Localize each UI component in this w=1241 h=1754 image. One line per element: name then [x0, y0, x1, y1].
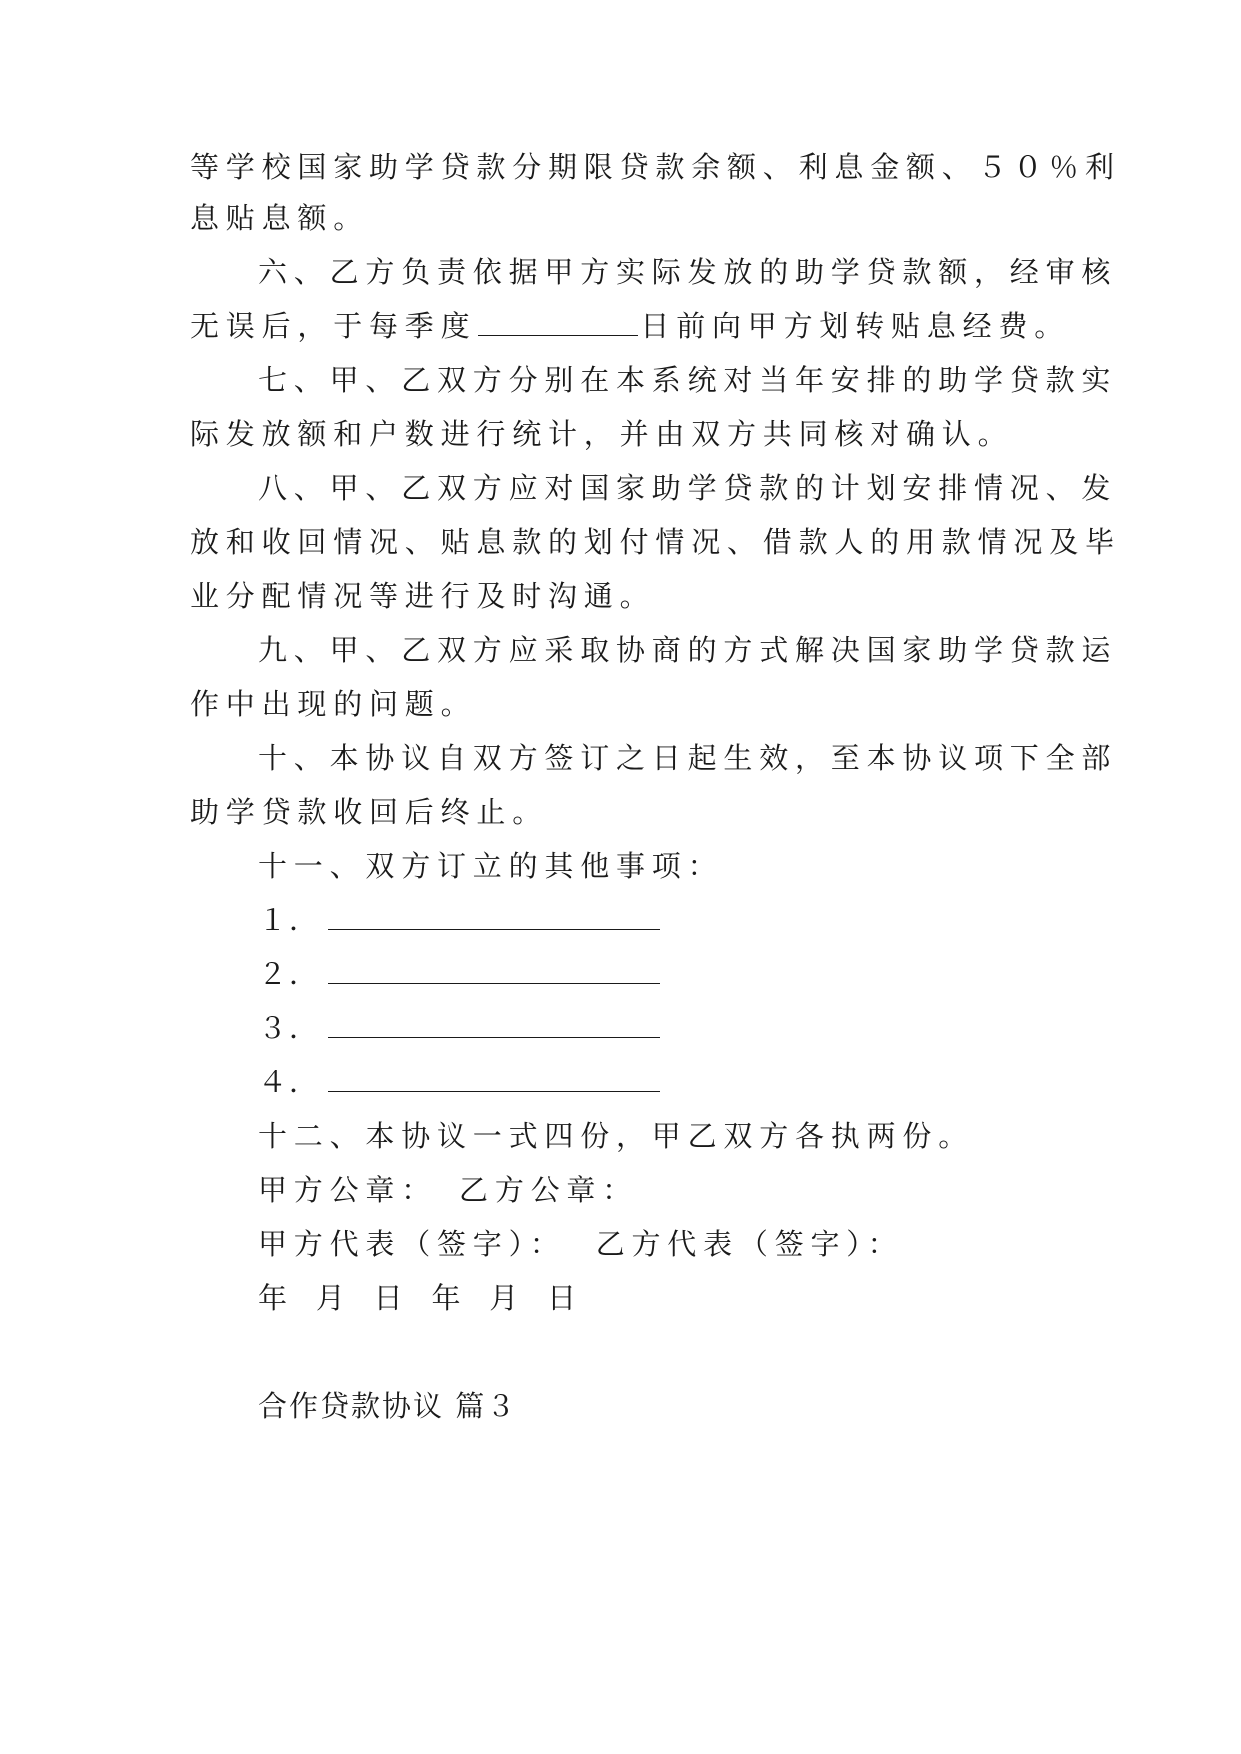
next-section-title: 合作贷款协议 篇３	[258, 1389, 518, 1423]
paragraph-6-line-2	[190, 306, 1070, 346]
seal-row	[258, 1170, 1138, 1210]
other-item-number: ２．	[258, 957, 321, 991]
paragraph-9-line-2: 作中出现的问题。	[190, 687, 477, 721]
other-item-2	[258, 954, 1138, 994]
paragraph-10-line-2: 助学贷款收回后终止。	[190, 795, 549, 829]
other-item-blank	[328, 1065, 660, 1092]
party-b-seal-label: 乙方公章：	[459, 1173, 639, 1207]
party-b-month: 月	[489, 1281, 526, 1315]
paragraph-8-line-2: 放和收回情况、贴息款的划付情况、借款人的用款情况及毕	[190, 525, 1121, 559]
other-item-blank	[328, 903, 660, 930]
paragraph-5-line-2: 息贴息额。	[190, 201, 370, 235]
other-item-1	[258, 900, 1138, 940]
party-a-month: 月	[315, 1281, 352, 1315]
paragraph-6-line-1: 六、乙方负责依据甲方实际发放的助学贷款额，经审核	[258, 255, 1118, 289]
other-item-3	[258, 1008, 1138, 1048]
party-a-year: 年	[258, 1281, 294, 1315]
party-a-seal-label: 甲方公章：	[258, 1173, 438, 1207]
paragraph-12: 十二、本协议一式四份，甲乙双方各执两份。	[258, 1119, 975, 1153]
representative-row	[258, 1224, 1138, 1264]
party-b-representative-label: 乙方代表（签字）：	[595, 1227, 904, 1261]
date-row	[258, 1278, 1138, 1318]
paragraph-11-title: 十一、双方订立的其他事项：	[258, 849, 724, 883]
party-b-day: 日	[547, 1281, 583, 1315]
other-item-blank	[328, 1011, 660, 1038]
other-item-number: １．	[258, 903, 321, 937]
party-a-day: 日	[373, 1281, 410, 1315]
other-item-blank	[328, 957, 660, 984]
quarter-day-blank	[478, 309, 638, 336]
paragraph-10-line-1: 十、本协议自双方签订之日起生效，至本协议项下全部	[258, 741, 1118, 775]
paragraph-6-text-before-blank: 无误后，于每季度	[190, 309, 477, 343]
paragraph-9-line-1: 九、甲、乙双方应采取协商的方式解决国家助学贷款运	[258, 633, 1118, 667]
paragraph-7-line-1: 七、甲、乙双方分别在本系统对当年安排的助学贷款实	[258, 363, 1118, 397]
other-item-number: ３．	[258, 1011, 321, 1045]
party-a-representative-label: 甲方代表（签字）：	[258, 1227, 566, 1261]
paragraph-8-line-3: 业分配情况等进行及时沟通。	[190, 579, 656, 613]
party-b-year: 年	[431, 1281, 468, 1315]
paragraph-8-line-1: 八、甲、乙双方应对国家助学贷款的计划安排情况、发	[258, 471, 1118, 505]
other-item-4	[258, 1062, 1138, 1102]
paragraph-5-line-1: 等学校国家助学贷款分期限贷款余额、利息金额、５０％利	[190, 150, 1121, 184]
other-item-number: ４．	[258, 1065, 321, 1099]
paragraph-7-line-2: 际发放额和户数进行统计，并由双方共同核对确认。	[190, 417, 1014, 451]
paragraph-6-text-after-blank: 日前向甲方划转贴息经费。	[640, 309, 1071, 343]
